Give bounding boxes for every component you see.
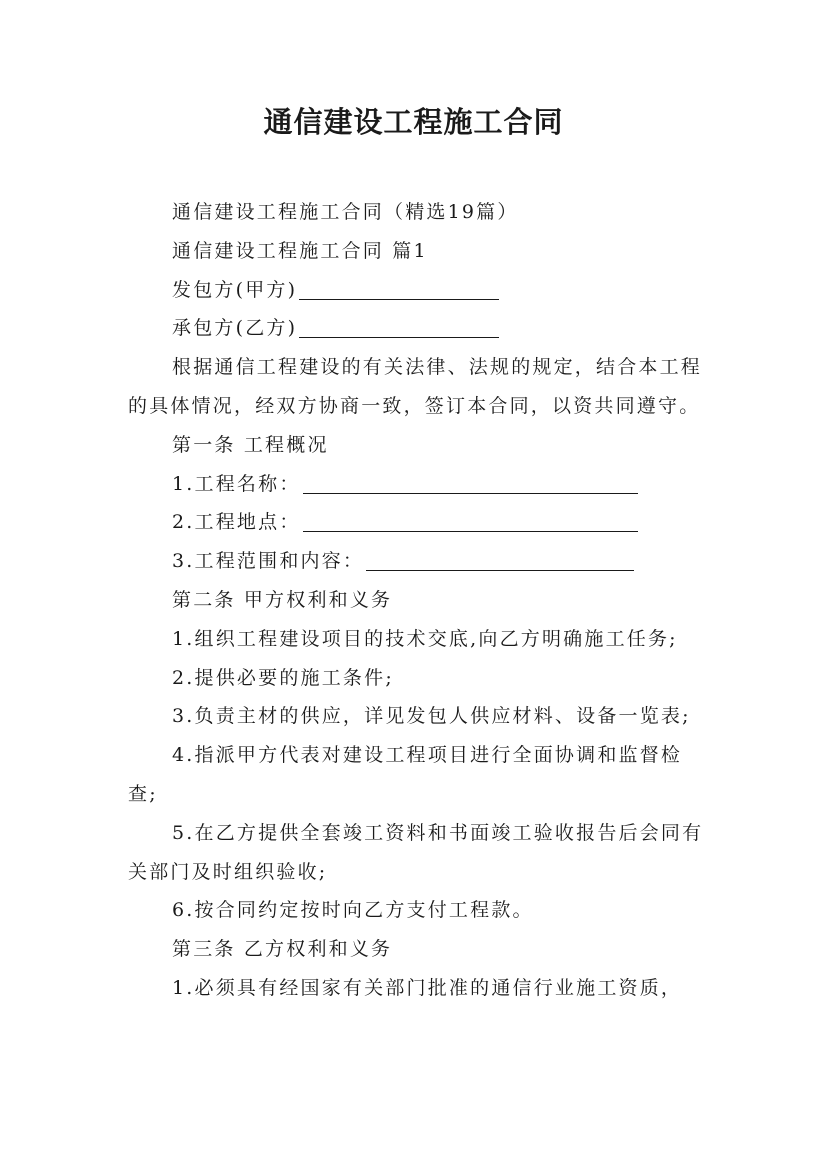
party-b-blank xyxy=(299,315,499,338)
article3-heading: 第三条 乙方权利和义务 xyxy=(172,938,393,961)
article2-item: 4.指派甲方代表对建设工程项目进行全面协调和监督检查; xyxy=(128,744,683,805)
article2-heading: 第二条 甲方权利和义务 xyxy=(172,588,393,611)
article1-heading: 第一条 工程概况 xyxy=(172,433,329,456)
article2-item: 1.组织工程建设项目的技术交底,向乙方明确施工任务; xyxy=(172,627,678,650)
article2-item: 6.按合同约定按时向乙方支付工程款。 xyxy=(172,899,534,922)
document-body xyxy=(128,193,708,1008)
article2-item: 2.提供必要的施工条件; xyxy=(172,666,394,689)
document-subtitle: 通信建设工程施工合同（精选19篇） xyxy=(172,201,519,223)
project-scope-label: 3.工程范围和内容： xyxy=(172,550,365,573)
preamble-paragraph: 根据通信工程建设的有关法律、法规的规定，结合本工程的具体情况，经双方协商一致，签订本合同，以资共同遵守。 xyxy=(128,356,703,417)
party-b-label: 承包方(乙方) xyxy=(172,317,298,340)
article3-item: 1.必须具有经国家有关部门批准的通信行业施工资质， xyxy=(172,976,683,999)
section-heading: 通信建设工程施工合同 篇1 xyxy=(172,239,428,262)
project-name-blank xyxy=(303,471,638,494)
party-a-label: 发包方(甲方) xyxy=(172,278,298,301)
article2-item: 3.负责主材的供应，详见发包人供应材料、设备一览表; xyxy=(172,705,691,728)
project-name-label: 1.工程名称： xyxy=(172,472,301,495)
party-a-line xyxy=(128,271,708,310)
project-location-label: 2.工程地点： xyxy=(172,511,301,534)
project-location-blank xyxy=(303,509,638,532)
party-b-line xyxy=(128,309,708,348)
article2-item: 5.在乙方提供全套竣工资料和书面竣工验收报告后会同有关部门及时组织验收; xyxy=(128,821,704,883)
project-location-line xyxy=(128,503,708,542)
project-scope-blank xyxy=(366,548,634,571)
document-title: 通信建设工程施工合同 xyxy=(263,105,564,139)
party-a-blank xyxy=(299,277,499,300)
project-scope-line xyxy=(128,542,708,581)
project-name-line xyxy=(128,465,708,504)
